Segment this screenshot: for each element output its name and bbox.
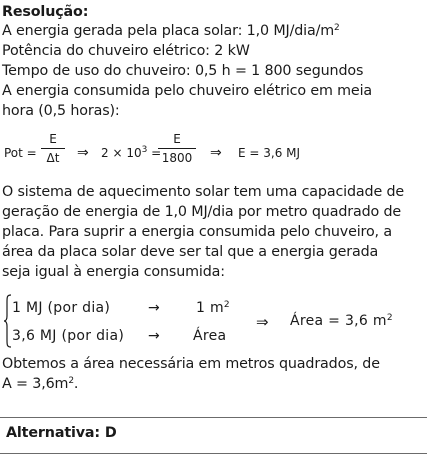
fraction-denominator: Δt [46,151,60,165]
paragraph-line [2,243,378,261]
energy-generated-exponent: 2 [334,23,340,33]
paragraph-text: área da placa solar deve ser tal que a energia gerada [2,244,379,260]
paragraph-text: seja igual à energia consumida: [2,264,225,280]
conclusion-area-text: A = 3,6m [2,376,69,392]
area-result [290,313,393,329]
heading [2,3,88,21]
right-arrow-icon: → [148,300,161,316]
conclusion-text-1: Obtemos a área necessária em metros quadrados, de [2,356,380,372]
eq-energy-result: E = 3,6 MJ [238,146,301,160]
paragraph-text: placa. Para suprir a energia consumida pelo chuveiro, a [2,224,392,240]
implies-arrow: ⇒ [256,313,269,331]
line-usage-time [2,62,363,80]
fraction-denominator: 1800 [161,151,193,165]
shower-power-text: Potência do chuveiro elétrico: 2 kW [2,43,250,59]
system-row2-right: Área [193,328,227,344]
system-row1-exponent: 2 [223,300,230,310]
line-energy-consumed-2 [2,102,120,120]
answer-line [6,424,117,442]
right-arrow-icon: → [148,328,161,344]
divider-top [0,417,427,418]
answer-text: Alternativa: D [6,425,117,441]
system-row1-right-text: 1 m [196,300,224,316]
fraction-e-over-1800 [158,132,196,166]
fraction-numerator: E [49,132,57,146]
paragraph-text: geração de energia de 1,0 MJ/dia por metro quadrado de [2,204,402,220]
eq-pot-label: Pot = [4,146,37,160]
paragraph-line [2,223,392,241]
eq-power-base: 2 × 10 [101,146,142,160]
eq-power-value [101,146,161,160]
implies-arrow: ⇒ [77,145,89,161]
conclusion-line-2 [2,375,78,395]
divider-bottom [0,453,427,454]
energy-consumed-text-2: hora (0,5 horas): [2,103,120,119]
area-result-exponent: 2 [386,313,393,323]
system-row1-left: 1 MJ (por dia) [12,300,111,316]
fraction-numerator: E [173,132,181,146]
fraction-bar [41,148,65,149]
usage-time-text: Tempo de uso do chuveiro: 0,5 h = 1 800 segundos [2,63,364,79]
eq-equals: = [151,146,162,160]
area-result-text: Área = 3,6 m [290,313,387,329]
paragraph-line [2,183,404,201]
conclusion-period: . [73,376,79,392]
implies-arrow: ⇒ [210,145,222,161]
line-energy-generated [2,22,340,42]
conclusion-area-exponent: 2 [68,376,74,386]
paragraph-text: O sistema de aquecimento solar tem uma capacidade de [2,184,405,200]
eq-power-exponent: 3 [141,145,148,155]
conclusion-line-1 [2,355,380,373]
paragraph-line [2,203,401,221]
energy-consumed-text-1: A energia consumida pelo chuveiro elétrico em meia [2,83,373,99]
energy-generated-text: A energia gerada pela placa solar: 1,0 MJ/dia/m [2,23,335,39]
system-row1-right [196,300,230,316]
fraction-bar [158,148,196,149]
paragraph-line [2,263,225,281]
heading-text: Resolução: [2,4,89,20]
line-energy-consumed-1 [2,82,372,100]
system-row2-left: 3,6 MJ (por dia) [12,328,125,344]
fraction-e-over-dt [41,132,65,166]
line-shower-power [2,42,250,60]
